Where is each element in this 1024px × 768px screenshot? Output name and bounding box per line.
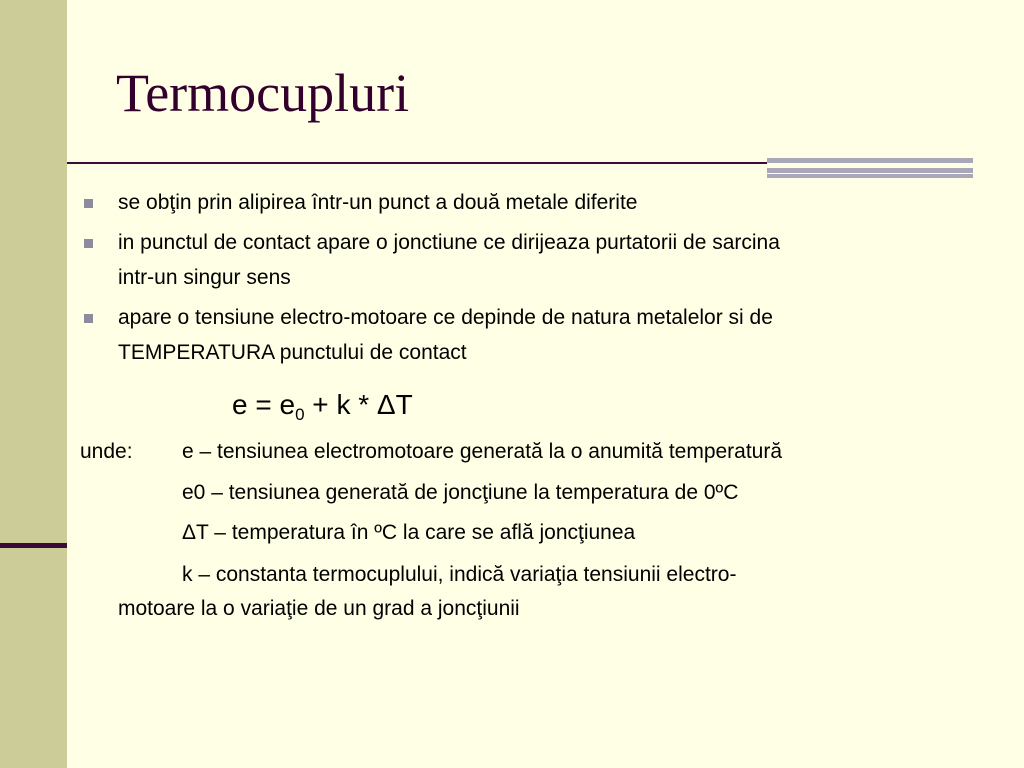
bullet-text: apare o tensiune electro-motoare ce depinde de natura metalelor si de [118, 306, 773, 329]
formula-rhs: + k * ΔT [304, 389, 413, 420]
thermocouple-formula [232, 387, 413, 433]
title-accent-bar [767, 168, 973, 173]
bullet-text: se obţin prin alipirea într-un punct a două metale diferite [118, 191, 638, 214]
left-decorative-strip [0, 0, 67, 768]
definition-k: k – constanta termocuplului, indică variaţia tensiunii electro- [182, 563, 737, 586]
bullet-text: in punctul de contact apare o jonctiune ce dirijeaza purtatorii de sarcina [118, 231, 780, 254]
square-bullet-icon [84, 314, 93, 323]
title-accent-bar [767, 158, 973, 163]
definition-e0: e0 – tensiunea generată de joncţiune la temperatura de 0ºC [182, 481, 739, 504]
slide-title: Termocupluri [116, 63, 410, 123]
title-accent-bar [767, 174, 973, 178]
left-accent-bar [0, 543, 67, 548]
square-bullet-icon [84, 199, 93, 208]
definitions-label: unde: [80, 440, 133, 463]
bullet-text: intr-un singur sens [118, 266, 291, 289]
square-bullet-icon [84, 239, 93, 248]
formula-subscript: 0 [295, 405, 305, 424]
title-underline [67, 162, 767, 164]
bullet-text: TEMPERATURA punctului de contact [118, 341, 467, 364]
definition-delta-t: ΔT – temperatura în ºC la care se află joncţiunea [182, 521, 636, 544]
definition-e: e – tensiunea electromotoare generată la o anumită temperatură [182, 440, 783, 463]
formula-lhs: e = e [232, 389, 296, 420]
definition-k-continued: motoare la o variaţie de un grad a joncţiunii [118, 597, 520, 620]
